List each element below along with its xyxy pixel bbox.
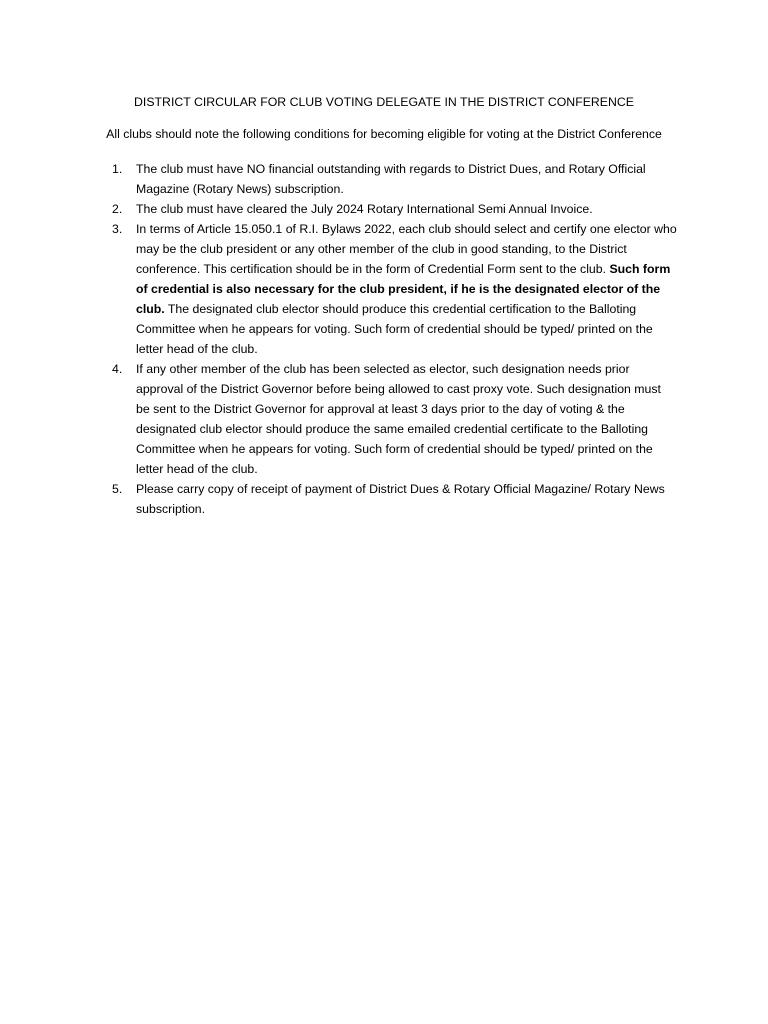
list-item-number: 2. <box>112 202 123 216</box>
list-item-text: In terms of Article 15.050.1 of R.I. Bylaws 2022, each club should select and certify one elector who may be the club president or any other member of the club in good standing, to the District conference. This certification should be in the form of Credential Form sent to the club. <box>136 222 677 276</box>
list-item <box>108 159 678 199</box>
conditions-list <box>108 159 678 519</box>
list-item-number: 3. <box>112 222 123 236</box>
list-item <box>108 219 678 359</box>
list-item-number: 1. <box>112 162 123 176</box>
list-item-text: The club must have cleared the July 2024 Rotary International Semi Annual Invoice. <box>136 202 593 216</box>
intro-paragraph: All clubs should note the following conditions for becoming eligible for voting at the District Conference <box>106 127 662 141</box>
list-item-number: 5. <box>112 482 123 496</box>
list-item <box>108 199 678 219</box>
list-item-text: If any other member of the club has been selected as elector, such designation needs prior approval of the District Governor before being allowed to cast proxy vote. Such designation must be sent to the District Governor for approval at least 3 days prior to the day of voting & the designated club elector should produce the same emailed credential certificate to the Balloting Committee when he appears for voting. Such form of credential should be typed/ printed on the letter head of the club. <box>136 362 661 476</box>
list-item <box>108 359 678 479</box>
list-item-number: 4. <box>112 362 123 376</box>
list-item-text-continued: The designated club elector should produce this credential certification to the Balloting Committee when he appears for voting. Such form of credential should be typed/ printed on the letter head of the club. <box>136 302 653 356</box>
list-item-text: Please carry copy of receipt of payment of District Dues & Rotary Official Magazine/ Rotary News subscription. <box>136 482 665 516</box>
list-item-bold-text: Such form of credential is also necessary for the club president, if he is the designated elector of the club. <box>136 262 671 316</box>
list-item-text: The club must have NO financial outstanding with regards to District Dues, and Rotary Official Magazine (Rotary News) subscription. <box>136 162 646 196</box>
list-item <box>108 479 678 519</box>
document-title: DISTRICT CIRCULAR FOR CLUB VOTING DELEGATE IN THE DISTRICT CONFERENCE <box>134 95 634 109</box>
